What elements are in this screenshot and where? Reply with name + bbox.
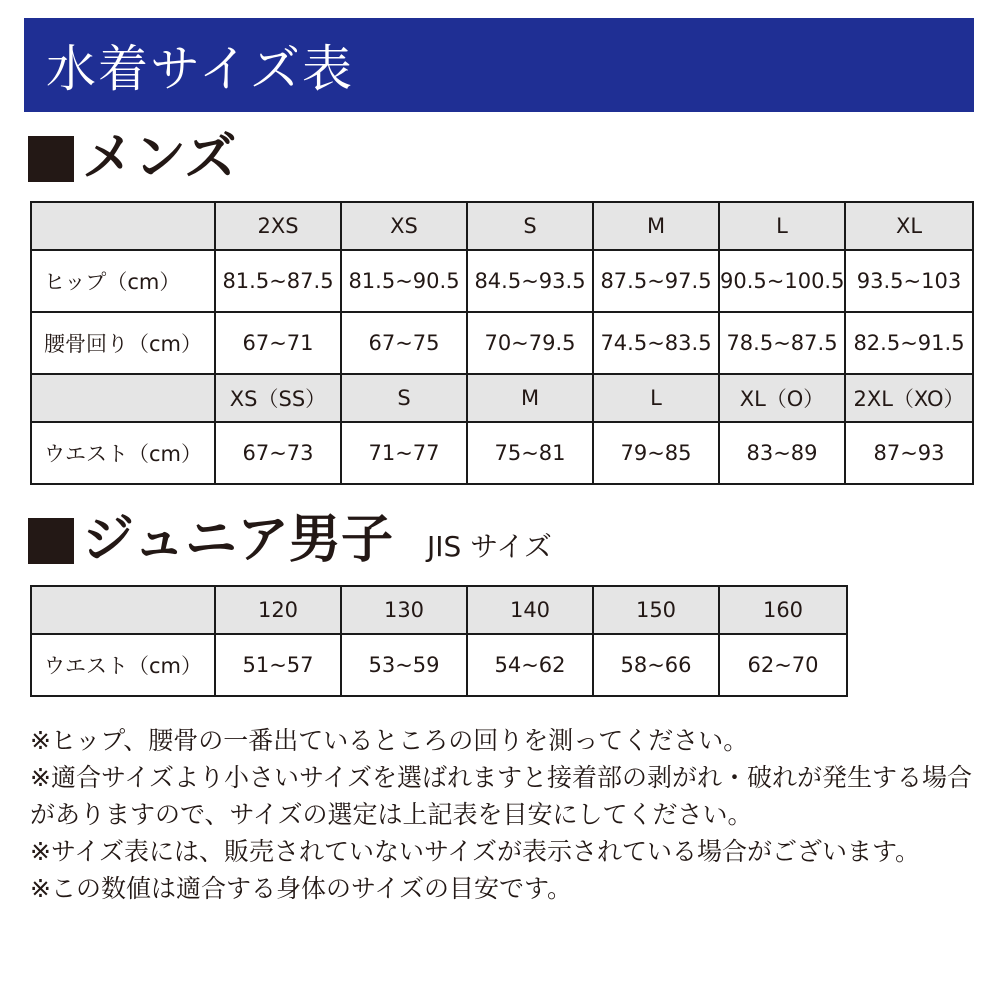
table-cell: 78.5~87.5 xyxy=(719,312,845,374)
table-cell: 67~71 xyxy=(215,312,341,374)
table-cell: 67~73 xyxy=(215,422,341,484)
table-cell: 81.5~90.5 xyxy=(341,250,467,312)
table-cell: 67~75 xyxy=(341,312,467,374)
size-header-cell: 150 xyxy=(593,586,719,634)
mens-size-table xyxy=(30,201,974,485)
size-header-cell: 140 xyxy=(467,586,593,634)
table-cell: 75~81 xyxy=(467,422,593,484)
table-header-row xyxy=(31,202,973,250)
table-header-row xyxy=(31,586,847,634)
row-label-waist: ウエスト（cm） xyxy=(31,422,215,484)
note-line: ※適合サイズより小さいサイズを選ばれますと接着部の剥がれ・破れが発生する場合がありますので、サイズの選定は上記表を目安にしてください。 xyxy=(30,763,972,829)
size-header-cell: XS（SS） xyxy=(215,374,341,422)
junior-heading-text: ジュニア男子 xyxy=(82,510,393,570)
size-header-cell: 120 xyxy=(215,586,341,634)
size-header-cell: M xyxy=(593,202,719,250)
table-cell: 53~59 xyxy=(341,634,467,696)
table-row xyxy=(31,312,973,374)
mens-heading-text: メンズ xyxy=(82,128,237,188)
table-cell: 87.5~97.5 xyxy=(593,250,719,312)
table-cell: 87~93 xyxy=(845,422,973,484)
note-line: ※ヒップ、腰骨の一番出ているところの回りを測ってください。 xyxy=(30,726,749,755)
size-header-cell: XL xyxy=(845,202,973,250)
junior-section-heading xyxy=(28,510,552,570)
table-header-row xyxy=(31,374,973,422)
row-label-hip: ヒップ（cm） xyxy=(31,250,215,312)
table-cell: 70~79.5 xyxy=(467,312,593,374)
size-header-cell: M xyxy=(467,374,593,422)
size-header-cell: S xyxy=(341,374,467,422)
row-label-hipbone: 腰骨回り（cm） xyxy=(31,312,215,374)
size-header-cell: L xyxy=(593,374,719,422)
page-title-banner xyxy=(24,18,974,112)
mens-section-heading xyxy=(28,128,236,188)
table-corner-cell xyxy=(31,586,215,634)
table-cell: 93.5~103 xyxy=(845,250,973,312)
table-cell: 74.5~83.5 xyxy=(593,312,719,374)
table-cell: 83~89 xyxy=(719,422,845,484)
table-cell: 51~57 xyxy=(215,634,341,696)
note-line: ※サイズ表には、販売されていないサイズが表示されている場合がございます。 xyxy=(30,837,920,866)
junior-subheading: JIS サイズ xyxy=(426,530,552,563)
table-corner-cell xyxy=(31,202,215,250)
table-row xyxy=(31,250,973,312)
page-title: 水着サイズ表 xyxy=(46,40,354,98)
table-cell: 82.5~91.5 xyxy=(845,312,973,374)
size-header-cell: XL（O） xyxy=(719,374,845,422)
note-line: ※この数値は適合する身体のサイズの目安です。 xyxy=(30,874,572,903)
table-cell: 71~77 xyxy=(341,422,467,484)
junior-size-table xyxy=(30,585,848,697)
square-bullet-icon xyxy=(28,136,74,182)
square-bullet-icon xyxy=(28,518,74,564)
row-label-waist: ウエスト（cm） xyxy=(31,634,215,696)
size-header-cell: XS xyxy=(341,202,467,250)
size-header-cell: 130 xyxy=(341,586,467,634)
table-cell: 58~66 xyxy=(593,634,719,696)
table-corner-cell xyxy=(31,374,215,422)
table-cell: 62~70 xyxy=(719,634,847,696)
size-header-cell: 2XL（XO） xyxy=(845,374,973,422)
size-header-cell: 160 xyxy=(719,586,847,634)
size-header-cell: S xyxy=(467,202,593,250)
notes-block xyxy=(30,722,980,907)
table-cell: 81.5~87.5 xyxy=(215,250,341,312)
table-cell: 54~62 xyxy=(467,634,593,696)
size-header-cell: L xyxy=(719,202,845,250)
table-row xyxy=(31,634,847,696)
table-row xyxy=(31,422,973,484)
table-cell: 79~85 xyxy=(593,422,719,484)
size-header-cell: 2XS xyxy=(215,202,341,250)
table-cell: 84.5~93.5 xyxy=(467,250,593,312)
table-cell: 90.5~100.5 xyxy=(719,250,845,312)
